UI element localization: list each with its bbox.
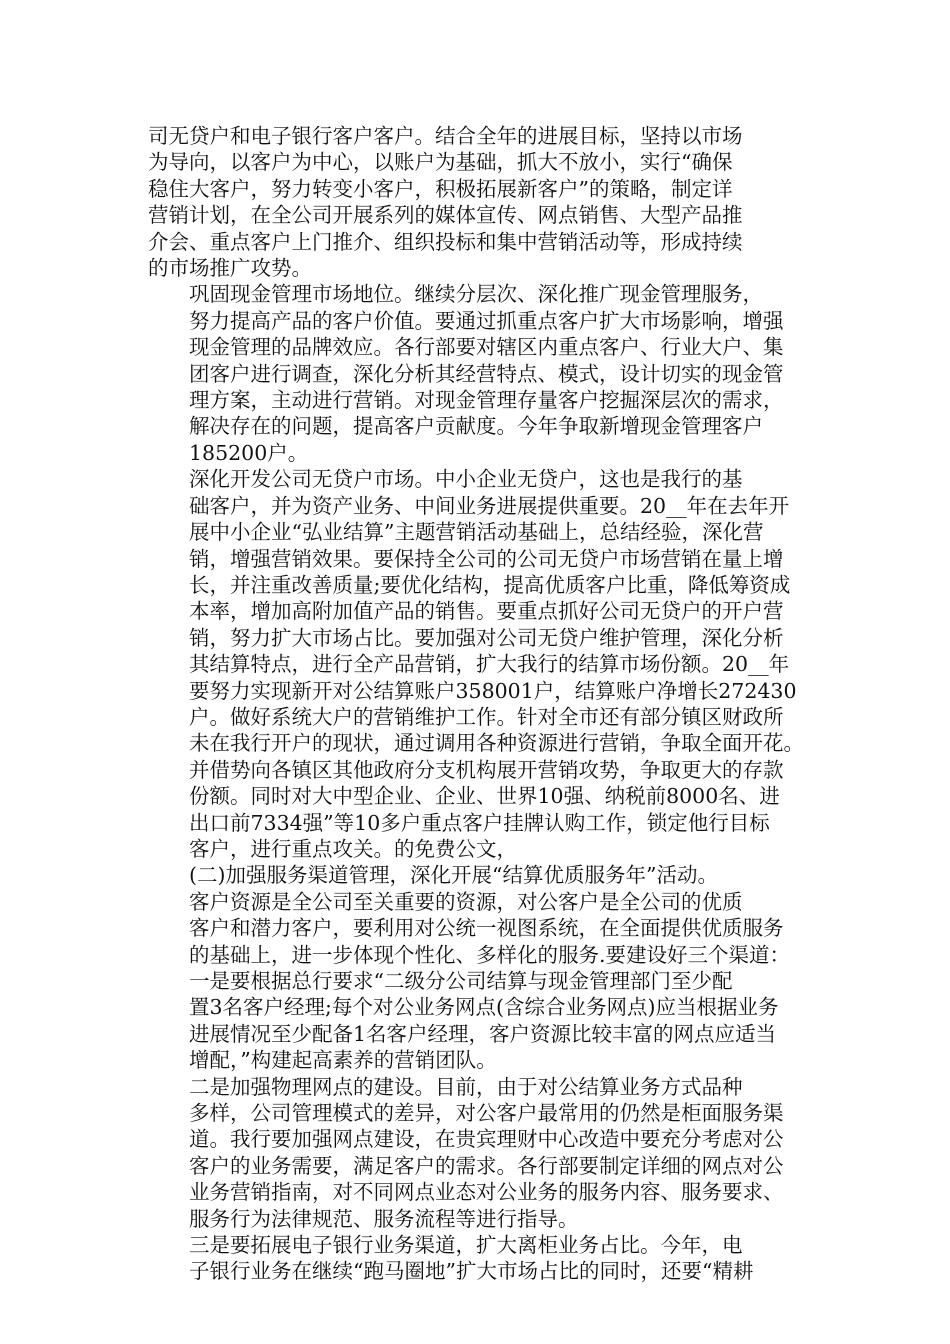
text-line: 道。我行要加强网点建设，在贵宾理财中心改造中要充分考虑对公 xyxy=(189,1127,784,1152)
text-line: 营销计划，在全公司开展系列的媒体宣传、网点销售、大型产品推 xyxy=(148,203,743,228)
document-body xyxy=(148,123,828,1285)
text-line: 份额。同时对大中型企业、企业、世界10强、纳税前8000名、进 xyxy=(189,784,780,809)
text-line: 解决存在的问题，提高客户贡献度。今年争取新增现金管理客户 xyxy=(189,414,763,439)
text-line: 要努力实现新开对公结算账户358001户，结算账户净增长272430 xyxy=(189,678,797,703)
paragraph xyxy=(148,1074,828,1232)
text-line: 的市场推广攻势。 xyxy=(148,256,312,281)
paragraph xyxy=(148,862,828,888)
text-line: 销，增强营销效果。要保持全公司的公司无贷户市场营销在量上增 xyxy=(189,546,784,571)
text-line: 三是要拓展电子银行业务渠道，扩大离柜业务占比。今年，电 xyxy=(189,1233,743,1258)
text-line: 客户，进行重点攻关。的免费公文， xyxy=(189,836,517,861)
text-line: 销，努力扩大市场占比。要加强对公司无贷户维护管理，深化分析 xyxy=(189,625,784,650)
text-line: 为导向，以客户为中心，以账户为基础，抓大不放小，实行“确保 xyxy=(148,150,733,175)
text-line: 的基础上，进一步体现个性化、多样化的服务.要建设好三个渠道： xyxy=(189,942,791,967)
text-line: 户。做好系统大户的营销维护工作。针对全市还有部分镇区财政所 xyxy=(189,704,784,729)
text-line: (二)加强服务渠道管理，深化开展“结算优质服务年”活动。 xyxy=(189,863,718,888)
text-line: 业务营销指南，对不同网点业态对公业务的服务内容、服务要求、 xyxy=(189,1180,784,1205)
text-line: 巩固现金管理市场地位。继续分层次、深化推广现金管理服务， xyxy=(189,282,763,307)
paragraph xyxy=(148,281,828,466)
text-line: 未在我行开户的现状，通过调用各种资源进行营销，争取全面开花。 xyxy=(189,731,804,756)
text-line: 二是加强物理网点的建设。目前，由于对公结算业务方式品种 xyxy=(189,1074,743,1099)
text-line: 客户和潜力客户，要利用对公统一视图系统，在全面提供优质服务 xyxy=(189,916,784,941)
text-line: 深化开发公司无贷户市场。中小企业无贷户，这也是我行的基 xyxy=(189,467,743,492)
text-line: 司无贷户和电子银行客户客户。结合全年的进展目标，坚持以市场 xyxy=(148,124,743,148)
paragraph xyxy=(148,889,828,968)
text-line: 一是要根据总行要求“二级分公司结算与现金管理部门至少配 xyxy=(189,969,733,993)
text-line: 理方案，主动进行营销。对现金管理存量客户挖掘深层次的需求， xyxy=(189,388,784,413)
text-line: 客户资源是全公司至关重要的资源，对公客户是全公司的优质 xyxy=(189,889,743,914)
text-line: 展中小企业“弘业结算”主题营销活动基础上，总结经验，深化营 xyxy=(189,520,764,545)
text-line: 介会、重点客户上门推介、组织投标和集中营销活动等，形成持续 xyxy=(148,229,743,254)
text-line: 稳住大客户，努力转变小客户，积极拓展新客户”的策略，制定详 xyxy=(148,176,733,201)
text-line: 并借势向各镇区其他政府分支机构展开营销攻势，争取更大的存款 xyxy=(189,757,784,782)
text-line: 长，并注重改善质量;要优化结构，提高优质客户比重，降低筹资成 xyxy=(189,572,791,597)
paragraph xyxy=(148,1232,828,1285)
text-line: 进展情况至少配备1名客户经理，客户资源比较丰富的网点应适当 xyxy=(189,1021,777,1046)
paragraph xyxy=(148,968,828,1074)
text-line: 服务行为法律规范、服务流程等进行指导。 xyxy=(189,1206,579,1231)
text-line: 出口前7334强”等10多户重点客户挂牌认购工作，锁定他行目标 xyxy=(189,810,770,835)
text-line: 本率，增加高附加值产品的销售。要重点抓好公司无贷户的开户营 xyxy=(189,599,784,624)
text-line: 其结算特点，进行全产品营销，扩大我行的结算市场份额。20__年 xyxy=(189,652,790,677)
text-line: 185200户。 xyxy=(189,440,309,465)
text-line: 子银行业务在继续“跑马圈地”扩大市场占比的同时，还要“精耕 xyxy=(189,1259,754,1284)
text-line: 努力提高产品的客户价值。要通过抓重点客户扩大市场影响，增强 xyxy=(189,308,784,333)
text-line: 置3名客户经理;每个对公业务网点(含综合业务网点)应当根据业务 xyxy=(189,995,779,1020)
paragraph xyxy=(148,123,828,281)
text-line: 多样，公司管理模式的差异，对公客户最常用的仍然是柜面服务渠 xyxy=(189,1101,784,1126)
paragraph xyxy=(148,466,828,862)
text-line: 础客户，并为资产业务、中间业务进展提供重要。20__年在去年开 xyxy=(189,493,790,518)
text-line: 客户的业务需要，满足客户的需求。各行部要制定详细的网点对公 xyxy=(189,1153,784,1178)
text-line: 现金管理的品牌效应。各行部要对辖区内重点客户、行业大户、集 xyxy=(189,335,784,360)
text-line: 团客户进行调查，深化分析其经营特点、模式，设计切实的现金管 xyxy=(189,361,784,386)
text-line: 增配，”构建起高素养的营销团队。 xyxy=(189,1048,497,1073)
